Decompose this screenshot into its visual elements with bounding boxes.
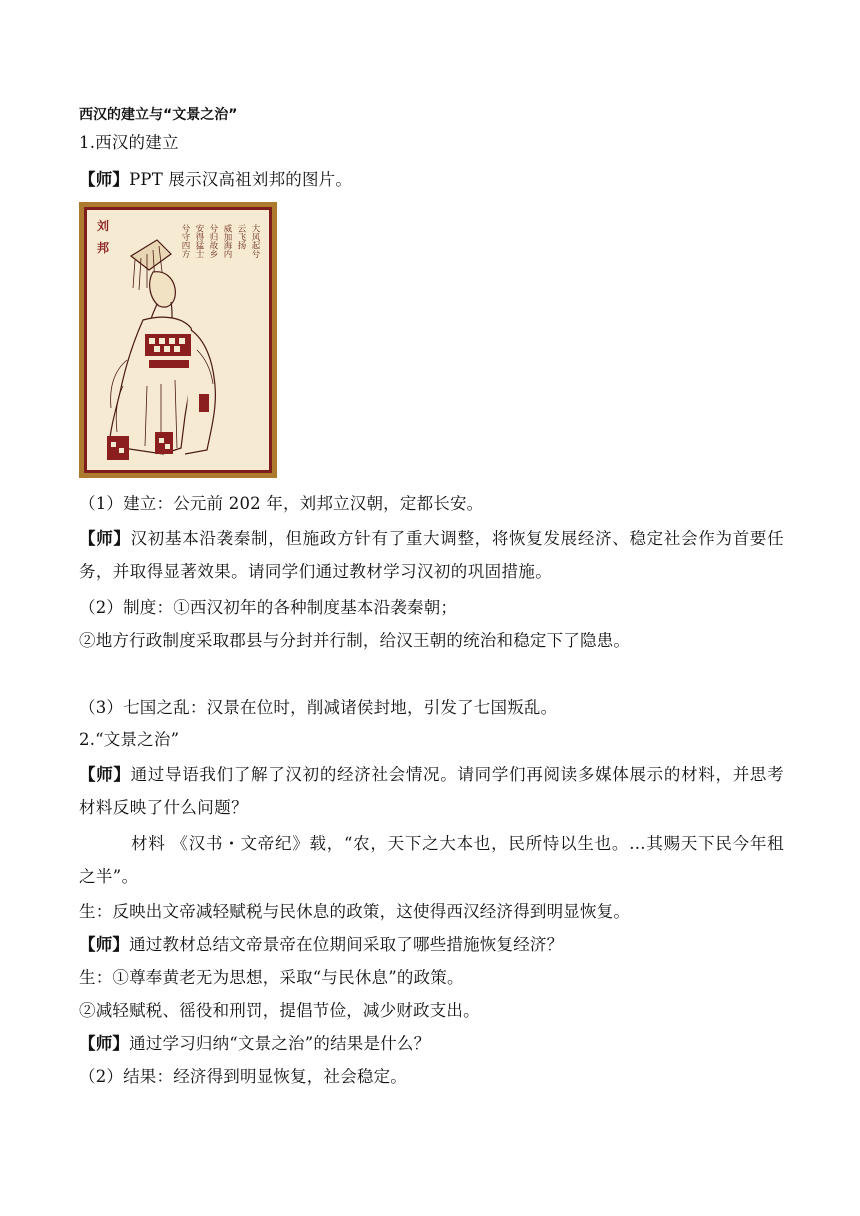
portrait-illustration: [87, 210, 273, 474]
material-quote: 材料 《汉书・文帝纪》载，“农，天下之大本也，民所恃以生也。…其赐天下民今年租之半”。: [79, 834, 784, 886]
teacher-tag: 【师】: [79, 935, 130, 954]
teacher-tag: 【师】: [79, 170, 130, 189]
teacher-text: 通过教材总结文帝景帝在位期间采取了哪些措施恢复经济？: [129, 935, 564, 954]
teacher-line-1: [79, 164, 784, 196]
poem-column: 兮守四方: [180, 224, 190, 258]
teacher-line-3: [79, 758, 784, 824]
paragraph-system-2: ②地方行政制度采取郡县与分封并行制，给汉王朝的统治和稳定下了隐患。: [79, 631, 631, 650]
portrait-name-char: 邦: [97, 241, 110, 255]
poem-column: 大风起兮: [250, 224, 260, 258]
teacher-tag: 【师】: [79, 765, 131, 784]
teacher-tag: 【师】: [79, 1034, 130, 1053]
teacher-line-4: [79, 929, 784, 961]
poem-column: 云飞扬: [236, 224, 246, 250]
teacher-line-5: [79, 1028, 784, 1060]
poem-column: 威加海内: [222, 224, 232, 258]
portrait-paper: [84, 207, 272, 473]
teacher-text: 通过导语我们了解了汉初的经济社会情况。请同学们再阅读多媒体展示的材料，并思考材料反映了什么问题？: [79, 765, 784, 817]
liu-bang-portrait: [79, 202, 277, 478]
section-heading: 西汉的建立与“文景之治”: [79, 107, 238, 123]
teacher-text: 通过学习归纳“文景之治”的结果是什么？: [129, 1034, 431, 1053]
teacher-line-2: [79, 522, 784, 588]
paragraph-result: （2）结果：经济得到明显恢复，社会稳定。: [79, 1067, 407, 1086]
paragraph-establishment: （1）建立：公元前 202 年，刘邦立汉朝，定都长安。: [79, 494, 484, 513]
paragraph-system-1: （2）制度：①西汉初年的各种制度基本沿袭秦朝；: [79, 598, 458, 617]
teacher-text: 汉初基本沿袭秦制，但施政方针有了重大调整，将恢复发展经济、稳定社会作为首要任务，并取得显著效果。请同学们通过教材学习汉初的巩固措施。: [79, 529, 784, 581]
student-answer-2: 生：①尊奉黄老无为思想，采取“与民休息”的政策。: [79, 968, 464, 987]
poem-column: 安得猛士: [194, 224, 204, 258]
poem-column: 兮归故乡: [208, 224, 218, 258]
paragraph-seven-states: （3）七国之乱：汉景在位时，削减诸侯封地，引发了七国叛乱。: [79, 698, 558, 717]
student-answer-1: 生：反映出文帝减轻赋税与民休息的政策，这使得西汉经济得到明显恢复。: [79, 902, 631, 921]
teacher-text: PPT 展示汉高祖刘邦的图片。: [129, 170, 353, 189]
portrait-name-char: 刘: [97, 219, 110, 233]
subsection-title-1: 1.西汉的建立: [79, 133, 179, 152]
student-answer-3: ②减轻赋税、徭役和刑罚，提倡节俭，减少财政支出。: [79, 1001, 480, 1020]
teacher-tag: 【师】: [79, 529, 131, 548]
subsection-title-2: 2.“文景之治”: [79, 730, 180, 749]
